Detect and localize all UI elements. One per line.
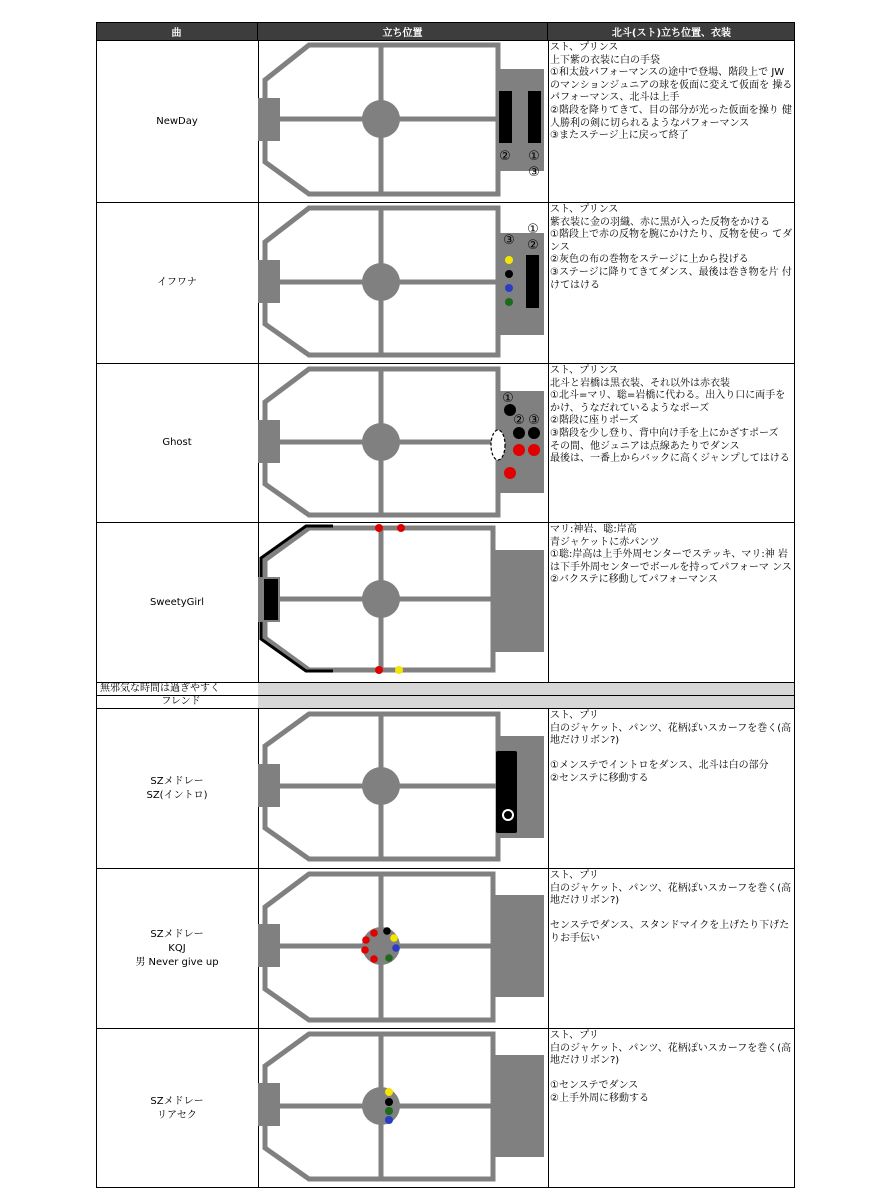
mark-label: ③ bbox=[503, 233, 515, 248]
costume-note bbox=[548, 696, 795, 708]
stage-diagram-cell bbox=[258, 869, 549, 1028]
stage-diagram-cell bbox=[258, 1029, 549, 1188]
mark-label: ① bbox=[502, 391, 514, 406]
member-dot bbox=[504, 467, 516, 479]
mark-label: ② bbox=[527, 238, 539, 253]
member-dot bbox=[528, 444, 540, 456]
stage-diagram bbox=[258, 523, 548, 683]
stage-diagram bbox=[258, 869, 548, 1029]
member-dot bbox=[505, 270, 513, 278]
song-name: 無邪気な時間は過ぎやすく bbox=[96, 683, 263, 695]
member-dot bbox=[390, 934, 398, 942]
stage-diagram bbox=[258, 203, 548, 364]
song-name: イフワナ bbox=[96, 203, 259, 363]
song-name: NewDay bbox=[96, 41, 259, 202]
song-row-sweetygirl bbox=[96, 522, 795, 682]
mark-label: ② bbox=[499, 149, 511, 164]
song-name: Ghost bbox=[96, 364, 259, 522]
member-dot bbox=[385, 1098, 393, 1106]
member-dot bbox=[505, 256, 513, 264]
costume-note: スト、プリ 白のジャケット、パンツ、花柄ぽいスカーフを巻く(高 地だけリボン?) センステでダンス、スタンドマイクを上げたり下げた りお手伝い bbox=[550, 870, 792, 944]
mark-label: ① bbox=[528, 149, 540, 164]
song-name bbox=[96, 709, 259, 868]
song-row-sz-realsex bbox=[96, 1028, 795, 1188]
song-row-newday bbox=[96, 40, 795, 202]
member-dot bbox=[513, 444, 525, 456]
mark-label: ③ bbox=[528, 165, 540, 180]
stage-diagram bbox=[258, 41, 548, 203]
member-dot bbox=[505, 284, 513, 292]
song-row-friend bbox=[96, 695, 795, 708]
member-dot bbox=[513, 427, 525, 439]
member-dot bbox=[370, 929, 378, 937]
costume-note: スト、プリンス 上下紫の衣装に白の手袋 ①和太鼓パフォーマンスの途中で登場、階段上で JWのマンションジュニアの球を仮面に変えて仮面を 操るパフォーマンス、北斗は上手 ②階段を降りてきて、目の部分が光った仮面を操り 健人勝利の剣に切られるようなパフォーマンス ③またステージ上に戻って終了 bbox=[550, 42, 793, 142]
song-name-line: KQJ bbox=[168, 942, 186, 954]
member-dot bbox=[383, 927, 391, 935]
member-dot bbox=[385, 954, 393, 962]
costume-note: マリ:神岩、聡:岸高 青ジャケットに赤パンツ ①聡:岸高は上手外周センターでステッキ、マリ:神 岩は下手外周センターでボールを持ってパフォーマ ンス ②バクステに移動してパフォーマンス bbox=[550, 524, 792, 586]
stage-diagram-cell bbox=[258, 523, 549, 682]
member-dot bbox=[385, 1088, 393, 1096]
member-dot bbox=[370, 955, 378, 963]
member-dot bbox=[375, 666, 383, 674]
song-name-line: SZメドレー bbox=[150, 1095, 204, 1107]
member-dot bbox=[375, 524, 383, 532]
header-position: 立ち位置 bbox=[258, 22, 548, 40]
song-name: SweetyGirl bbox=[96, 523, 259, 682]
stage-diagram bbox=[258, 1029, 548, 1189]
song-row-ghost bbox=[96, 363, 795, 522]
costume-note: スト、プリ 白のジャケット、パンツ、花柄ぽいスカーフを巻く(高 地だけリボン?) ①センステでダンス ②上手外周に移動する bbox=[550, 1030, 792, 1104]
stage-diagram-cell bbox=[258, 203, 549, 363]
member-dot bbox=[362, 936, 370, 944]
member-dot bbox=[361, 946, 369, 954]
song-name-line: リアセク bbox=[157, 1109, 197, 1121]
stage-diagram-cell bbox=[258, 683, 549, 695]
stage-diagram-cell bbox=[258, 696, 549, 708]
stage-diagram-cell bbox=[258, 709, 549, 868]
song-name bbox=[96, 869, 259, 1028]
member-dot bbox=[397, 524, 405, 532]
song-name-line: SZメドレー bbox=[150, 928, 204, 940]
song-name-line: SZ(イントロ) bbox=[146, 789, 208, 801]
member-dot bbox=[528, 427, 540, 439]
song-name bbox=[96, 1029, 259, 1188]
song-row-sz-intro bbox=[96, 708, 795, 868]
member-dot bbox=[505, 298, 513, 306]
stage-diagram bbox=[258, 364, 548, 523]
stage-diagram-cell bbox=[258, 364, 549, 522]
song-row-mujaki bbox=[96, 682, 795, 695]
stage-diagram-cell bbox=[258, 41, 549, 202]
costume-note bbox=[548, 683, 795, 695]
song-name-line: SZメドレー bbox=[150, 775, 204, 787]
song-row-ifuwana bbox=[96, 202, 795, 363]
costume-note: スト、プリンス 北斗と岩橋は黒衣装、それ以外は赤衣装 ①北斗=マリ、聡=岩橋に代わる。出入り口に両手を かけ、うなだれているようなポーズ ②階段に座りポーズ ③階段を少し登り、背中向け手を上にかざすポーズ その間、他ジュニアは点線あたりでダンス 最後は、一番上からバックに高くジャンプしてはける bbox=[550, 365, 790, 465]
mark-label: ② bbox=[513, 413, 525, 428]
member-dot bbox=[395, 666, 403, 674]
header-song: 曲 bbox=[96, 22, 258, 40]
costume-position-sheet bbox=[96, 22, 795, 1188]
song-name-line: 男 Never give up bbox=[135, 956, 219, 968]
costume-note: スト、プリ 白のジャケット、パンツ、花柄ぽいスカーフを巻く(高 地だけリボン?) ①メンステでイントロをダンス、北斗は白の部分 ②センステに移動する bbox=[550, 710, 792, 784]
mark-label: ① bbox=[527, 222, 539, 237]
member-dot bbox=[385, 1107, 393, 1115]
member-dot bbox=[385, 1116, 393, 1124]
header-hokuto: 北斗(スト)立ち位置、衣装 bbox=[548, 22, 795, 40]
song-row-sz-kqj bbox=[96, 868, 795, 1028]
member-dot bbox=[392, 944, 400, 952]
stage-diagram bbox=[258, 709, 548, 869]
song-name: フレンド bbox=[96, 696, 263, 708]
costume-note: スト、プリンス 紫衣装に金の羽織、赤に黒が入った反物をかける ①階段上で赤の反物を腕にかけたり、反物を使っ てダンス ②灰色の布の巻物をステージに上から投げる ③ステージに降りてきてダンス、最後は巻き物を片 付けてはける bbox=[550, 204, 793, 291]
mark-label: ③ bbox=[528, 413, 540, 428]
